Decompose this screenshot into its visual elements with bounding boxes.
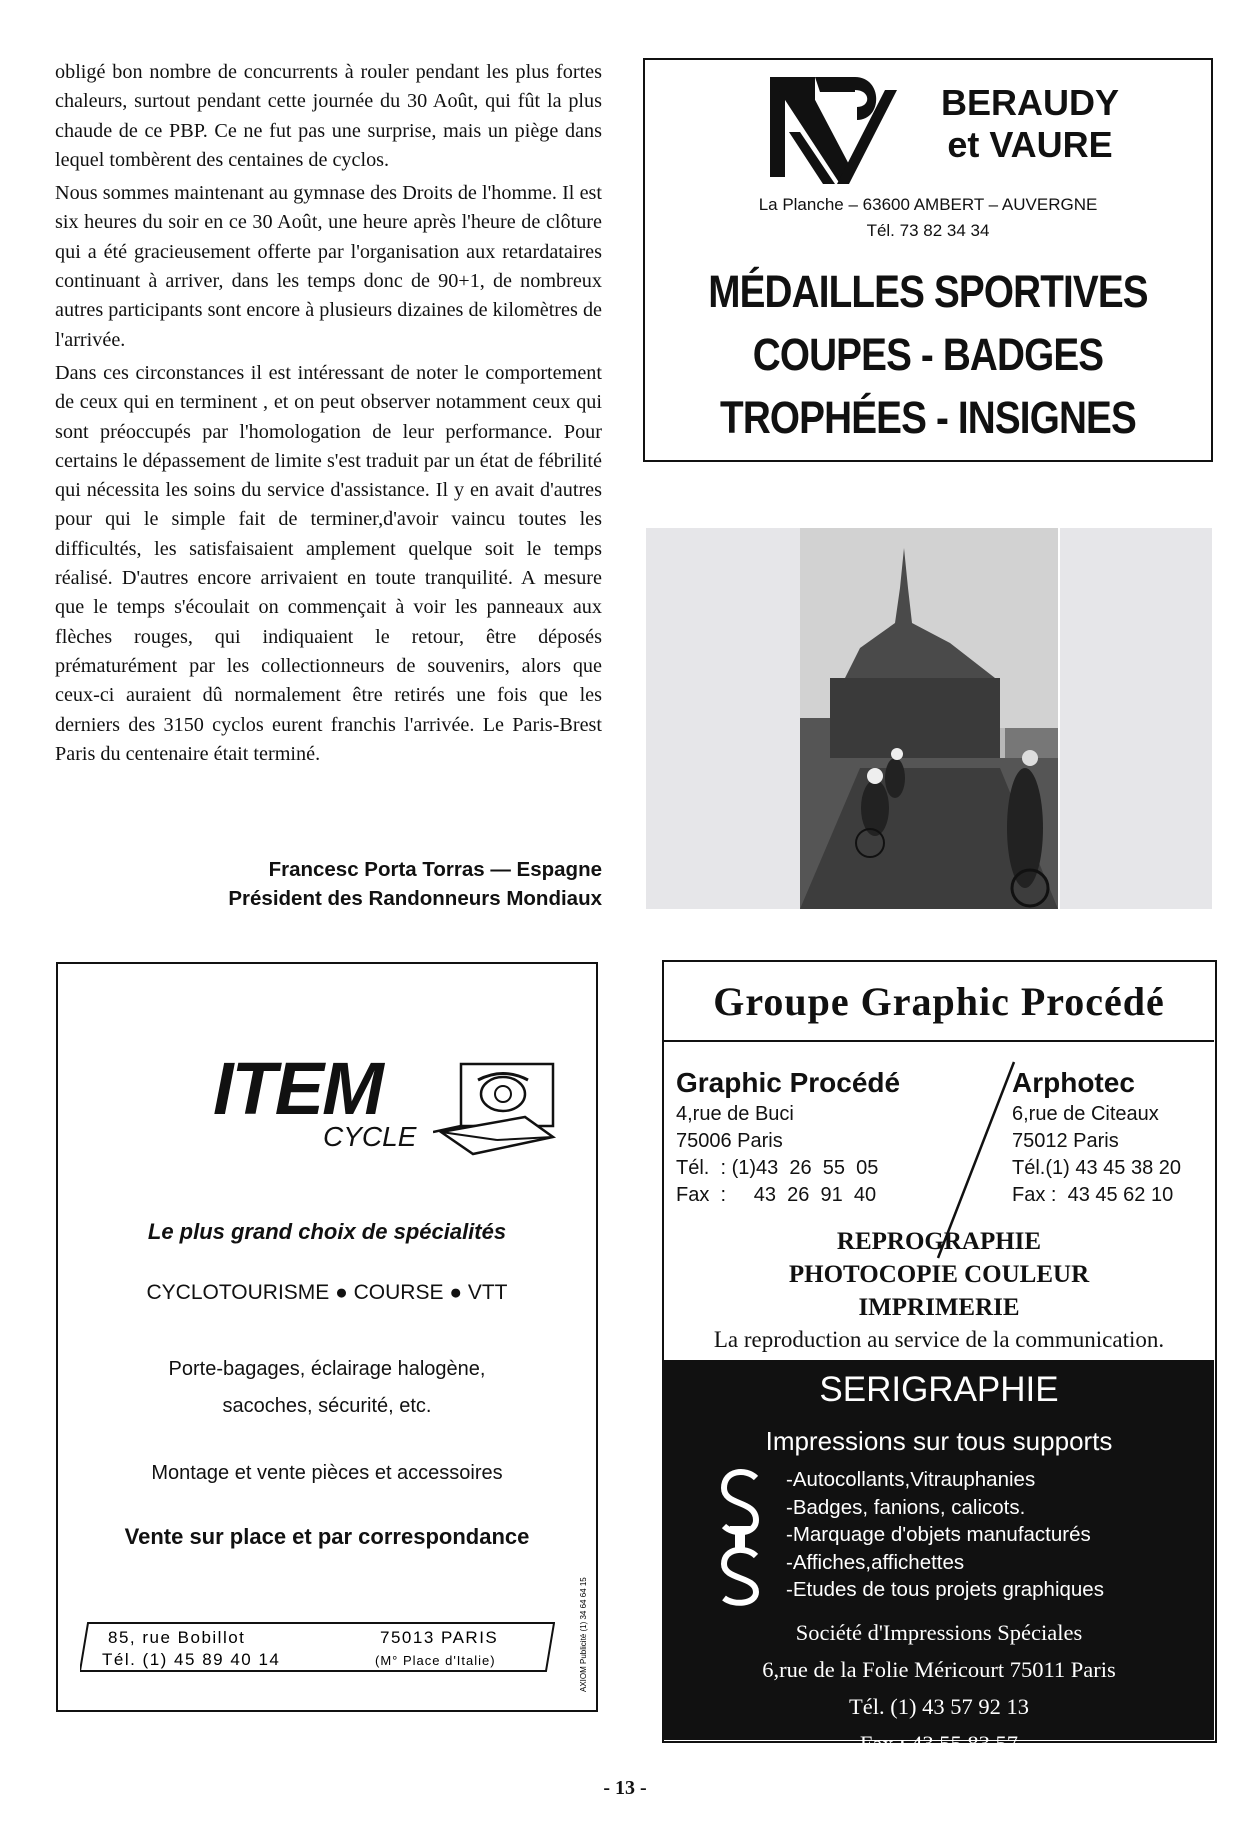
seri-company-tel: Tél. (1) 43 57 92 13 [849, 1694, 1029, 1719]
photo-faded-left [646, 528, 801, 909]
item-description [58, 1351, 596, 1425]
article-paragraph-1: obligé bon nombre de concurrents à rouler pendant les plus fortes chaleurs, surtout pendant cette journée du 30 Août, qui fût la plus chaude de ce PBP. Ce ne fut pas une surprise, mais un piège dans lequel tombèrent des centaines de cyclos. [55, 61, 602, 171]
gg-left-name: Graphic Procédé [676, 1067, 901, 1098]
beraudy-product-line2: COUPES - BADGES [752, 329, 1104, 380]
beraudy-name-line2: et VAURE [947, 124, 1113, 165]
item-metro: (M° Place d'Italie) [375, 1653, 496, 1668]
item-address-box [80, 1622, 555, 1672]
gg-left-tel: Tél. : (1)43 26 55 05 [676, 1157, 879, 1179]
gg-graphic-procede [676, 1065, 956, 1209]
gg-right-street: 6,rue de Citeaux [1012, 1103, 1159, 1125]
gg-right-fax: Fax : 43 45 62 10 [1012, 1184, 1174, 1206]
gg-service-1: REPROGRAPHIE [836, 1228, 1042, 1255]
beraudy-phone: Tél. 73 82 34 34 [866, 221, 990, 240]
gg-title: Groupe Graphic Procédé [664, 962, 1214, 1042]
seri-subtitle: Impressions sur tous supports [765, 1426, 1113, 1456]
gg-service-2: PHOTOCOPIE COULEUR [788, 1261, 1090, 1288]
ad-groupe-graphic-procede [662, 960, 1217, 1756]
gg-left-street: 4,rue de Buci [676, 1103, 794, 1125]
item-categories: CYCLOTOURISME ● COURSE ● VTT [146, 1281, 508, 1304]
article-signature [120, 855, 602, 913]
beraudy-address: La Planche – 63600 AMBERT – AUVERGNE [758, 195, 1098, 214]
item-city: 75013 PARIS [380, 1628, 499, 1647]
seri-item: -Badges, fanions, calicots. [786, 1495, 1026, 1519]
article-paragraph-3: Dans ces circonstances il est intéressant de noter le comportement de ceux qui en terminent , et on peut observer notamment ceux qui sont préoccupés par l'homologation de leur performance. Pour certains le dépassement de limite s'est traduit par un état de fébrilité qui nécessita les soins du service d'assistance. Il y en avait d'autres pour qui le simple fait de terminer,d'avoir vaincu toutes les difficultés, les satisfaisaient amplement quelque soit le temps réalisé. D'autres encore arrivaient en toute tranquilité. A mesure que le temps s'écoulait on commençait à voir les panneaux aux flèches rouges, qui indiquaient le retour, être déposés prématurément par les collectionneurs de souvenirs, alors que ceux-ci auraient dû normalement être retirés une fois que les derniers des 3150 cyclos eurent franchis l'arrivée. Le Paris-Brest Paris du centenaire était terminé. [55, 361, 602, 765]
author-title: Président des Randonneurs Mondiaux [228, 887, 602, 910]
seri-company-fax: Fax : 43 55 83 57 [859, 1731, 1019, 1756]
article-body [55, 58, 602, 773]
beraudy-logo-icon [765, 72, 900, 192]
gg-right-city: 75012 Paris [1012, 1130, 1119, 1152]
page-number: - 13 - [603, 1777, 647, 1799]
gg-right-name: Arphotec [1012, 1067, 1135, 1098]
seri-company-name: Société d'Impressions Spéciales [795, 1620, 1083, 1645]
sis-logo-icon [716, 1468, 764, 1608]
item-agency-credit [572, 1524, 592, 1694]
ad-item-cycle [56, 962, 598, 1712]
seri-item: -Etudes de tous projets graphiques [786, 1578, 1104, 1601]
seri-item: -Autocollants,Vitrauphanies [786, 1468, 1036, 1491]
item-description-line1: Porte-bagages, éclairage halogène, [168, 1358, 486, 1380]
beraudy-address-block [645, 192, 1211, 244]
seri-services-list [786, 1466, 1206, 1604]
beraudy-name-line1: BERAUDY [940, 82, 1119, 123]
item-description-line2: sacoches, sécurité, etc. [222, 1395, 432, 1417]
seri-company-block [664, 1614, 1214, 1762]
item-montage: Montage et vente pièces et accessoires [151, 1462, 503, 1484]
gg-left-city: 75006 Paris [676, 1130, 783, 1152]
author-name: Francesc Porta Torras — Espagne [268, 858, 602, 881]
gg-services [664, 1225, 1214, 1324]
gg-serigraphie-panel [664, 1360, 1214, 1756]
item-slogan: Le plus grand choix de spécialités [147, 1219, 507, 1244]
gg-right-tel: Tél.(1) 43 45 38 20 [1012, 1157, 1181, 1179]
gg-left-fax: Fax : 43 26 91 40 [676, 1184, 877, 1206]
item-phone: Tél. (1) 45 89 40 14 [102, 1650, 281, 1669]
ad-beraudy-vaure [643, 58, 1213, 462]
article-paragraph-2: Nous sommes maintenant au gymnase des Droits de l'homme. Il est six heures du soir en ce 30 Août, une heure après l'heure de clôture qui a été gracieusement offerte par l'organisation aux retardataires continuant à arriver, dans les temps donc de 90+1, de nombreux autres participants sont encore à plusieurs dizaines de kilomètres de l'arrivée. [55, 182, 602, 351]
gg-tagline: La reproduction au service de la communication. [713, 1327, 1165, 1352]
item-street: 85, rue Bobillot [108, 1628, 246, 1647]
seri-item: -Marquage d'objets manufacturés [786, 1523, 1091, 1546]
beraudy-product-line3: TROPHÉES - INSIGNES [720, 392, 1136, 443]
item-vente: Vente sur place et par correspondance [124, 1524, 530, 1549]
item-brand: ITEM [213, 1047, 382, 1130]
item-agency: AXIOM Publicité (1) 34 64 64 15 [579, 1577, 588, 1692]
seri-company-address: 6,rue de la Folie Méricourt 75011 Paris [762, 1657, 1116, 1682]
beraudy-company-name [920, 82, 1140, 166]
beraudy-products [685, 260, 1172, 449]
gg-service-3: IMPRIMERIE [858, 1294, 1020, 1321]
seri-title: SERIGRAPHIE [819, 1370, 1059, 1409]
photo-faded-right [1060, 528, 1212, 909]
seri-item: -Affiches,affichettes [786, 1550, 965, 1574]
beraudy-product-line1: MÉDAILLES SPORTIVES [708, 266, 1148, 317]
telephone-letter-icon [433, 1062, 558, 1157]
church-cyclists-photo [800, 528, 1058, 909]
gg-arphotec [1012, 1065, 1212, 1209]
item-brand-sub: CYCLE [323, 1121, 417, 1152]
